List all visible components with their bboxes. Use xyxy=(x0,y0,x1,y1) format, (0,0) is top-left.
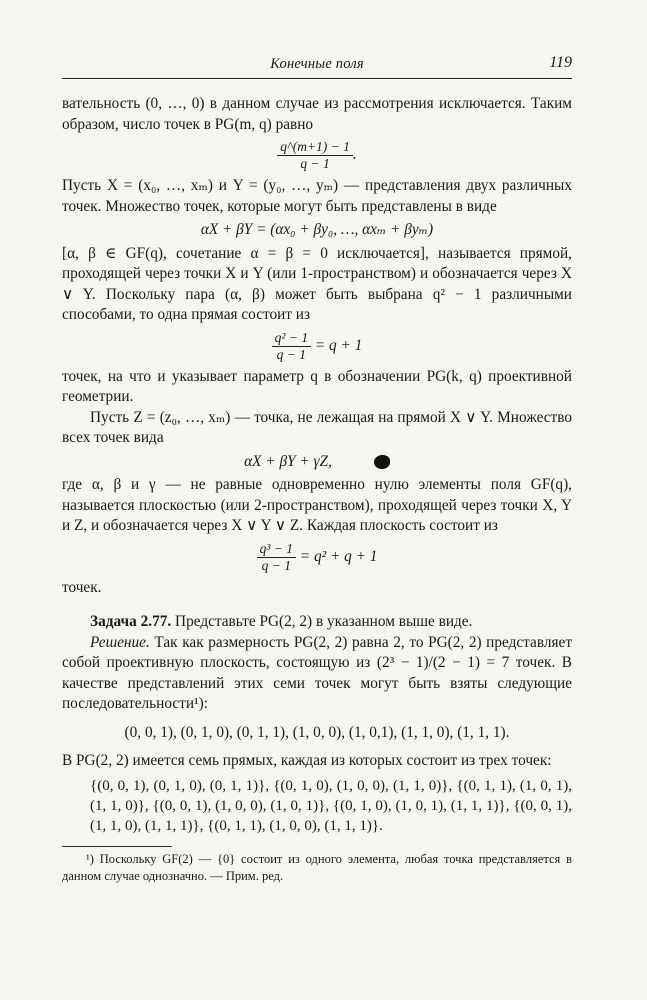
paragraph-1: вательность (0, …, 0) в данном случае из рассмотрения исключается. Таким образом, число точек в PG(m, q) равно xyxy=(62,95,572,133)
formula-line-combination: αX + βY = (αx₀ + βy₀, …, αxₘ + βyₘ) xyxy=(200,221,434,238)
fraction-3-numerator: q³ − 1 xyxy=(257,541,296,558)
fraction-3-denominator: q − 1 xyxy=(261,557,291,573)
formula-plane-combination xyxy=(62,452,572,473)
fraction-3 xyxy=(257,541,296,574)
fraction-1-denominator: q − 1 xyxy=(300,156,330,171)
fraction-2-denominator: q − 1 xyxy=(276,346,307,362)
lines-list: {(0, 0, 1), (0, 1, 0), (0, 1, 1)}, {(0, 1, 0), (1, 0, 0), (1, 1, 0)}, {(0, 1, 1), (1, 0, 1), (1, 1, 0)}, {(0, 0, 1), (1, 0, 0), (1, 0, 1)}, {(0, 1, 0), (1, 0, 1), (1, 1, 1)}, {(0, 0, 1), (1, 1, 0), (1, 1, 1)}, {(0, 1, 1), (1, 0, 0), (1, 1, 1)}. xyxy=(90,777,572,834)
paragraph-7: точек. xyxy=(62,578,102,596)
formula-line-points xyxy=(62,330,572,363)
solution-label: Решение. xyxy=(90,633,150,651)
solution-text: Так как размерность PG(2, 2) равна 2, то PG(2, 2) представляет собой проективную плоскость, состоящую из (2³ − 1)/(2 − 1) = 7 точек. В качестве представлений этих семи точек могут быть взяты следующие последовательности¹): xyxy=(62,633,573,712)
footnote: ¹) Поскольку GF(2) — {0} состоит из одного элемента, любая точка представляется в данном случае однозначно. — Прим. ред. xyxy=(62,851,572,883)
page-number: 119 xyxy=(549,54,572,71)
task-text: Представьте PG(2, 2) в указанном выше виде. xyxy=(175,613,473,630)
fraction-2-numerator: q² − 1 xyxy=(272,330,311,347)
fraction-1-tail: . xyxy=(352,146,357,164)
page-body xyxy=(62,94,572,885)
paragraph-2: Пусть X = (x₀, …, xₘ) и Y = (y₀, …, yₘ) — представления двух различных точек. Множество точек, которые могут быть представлены в виде xyxy=(62,177,572,215)
task-label: Задача 2.77. xyxy=(90,613,172,630)
page-header xyxy=(62,56,572,79)
paragraph-3: [α, β ∈ GF(q), сочетание α = β = 0 исключается], называется прямой, проходящей через точки X и Y (или 1-пространством) и обозначается через X ∨ Y. Поскольку пара (α, β) может быть выбрана q² − 1 различными способами, то одна прямая состоит из xyxy=(62,244,572,323)
fraction-2 xyxy=(272,330,311,363)
fraction-3-tail: = q² + q + 1 xyxy=(299,547,378,565)
solution-paragraph xyxy=(62,633,572,715)
formula-plane-text: αX + βY + γZ, xyxy=(244,452,332,470)
points-list: (0, 0, 1), (0, 1, 0), (0, 1, 1), (1, 0, 0), (1, 0,1), (1, 1, 0), (1, 1, 1). xyxy=(124,723,510,741)
paragraph-5: Пусть Z = (z₀, …, xₘ) — точка, не лежащая на прямой X ∨ Y. Множество всех точек вида xyxy=(62,408,572,446)
running-title: Конечные поля xyxy=(270,56,364,72)
ink-blot-mark xyxy=(374,455,390,469)
footnote-divider xyxy=(62,846,172,847)
fraction-1-numerator: q^(m+1) − 1 xyxy=(277,139,353,156)
fraction-2-tail: = q + 1 xyxy=(314,336,363,354)
paragraph-6: где α, β и γ — не равные одновременно нулю элементы поля GF(q), называется плоскостью (или 2-пространством), проходящей через точки X, Y и Z, и обозначается через X ∨ Y ∨ Z. Каждая плоскость состоит из xyxy=(62,476,572,534)
paragraph-8: В PG(2, 2) имеется семь прямых, каждая из которых состоит из трех точек: xyxy=(62,752,552,769)
formula-points-count xyxy=(62,139,572,172)
formula-plane-points xyxy=(62,541,572,574)
task-paragraph xyxy=(62,612,572,633)
fraction-1 xyxy=(277,139,353,172)
paragraph-4: точек, на что и указывает параметр q в обозначении PG(k, q) проективной геометрии. xyxy=(62,367,572,405)
